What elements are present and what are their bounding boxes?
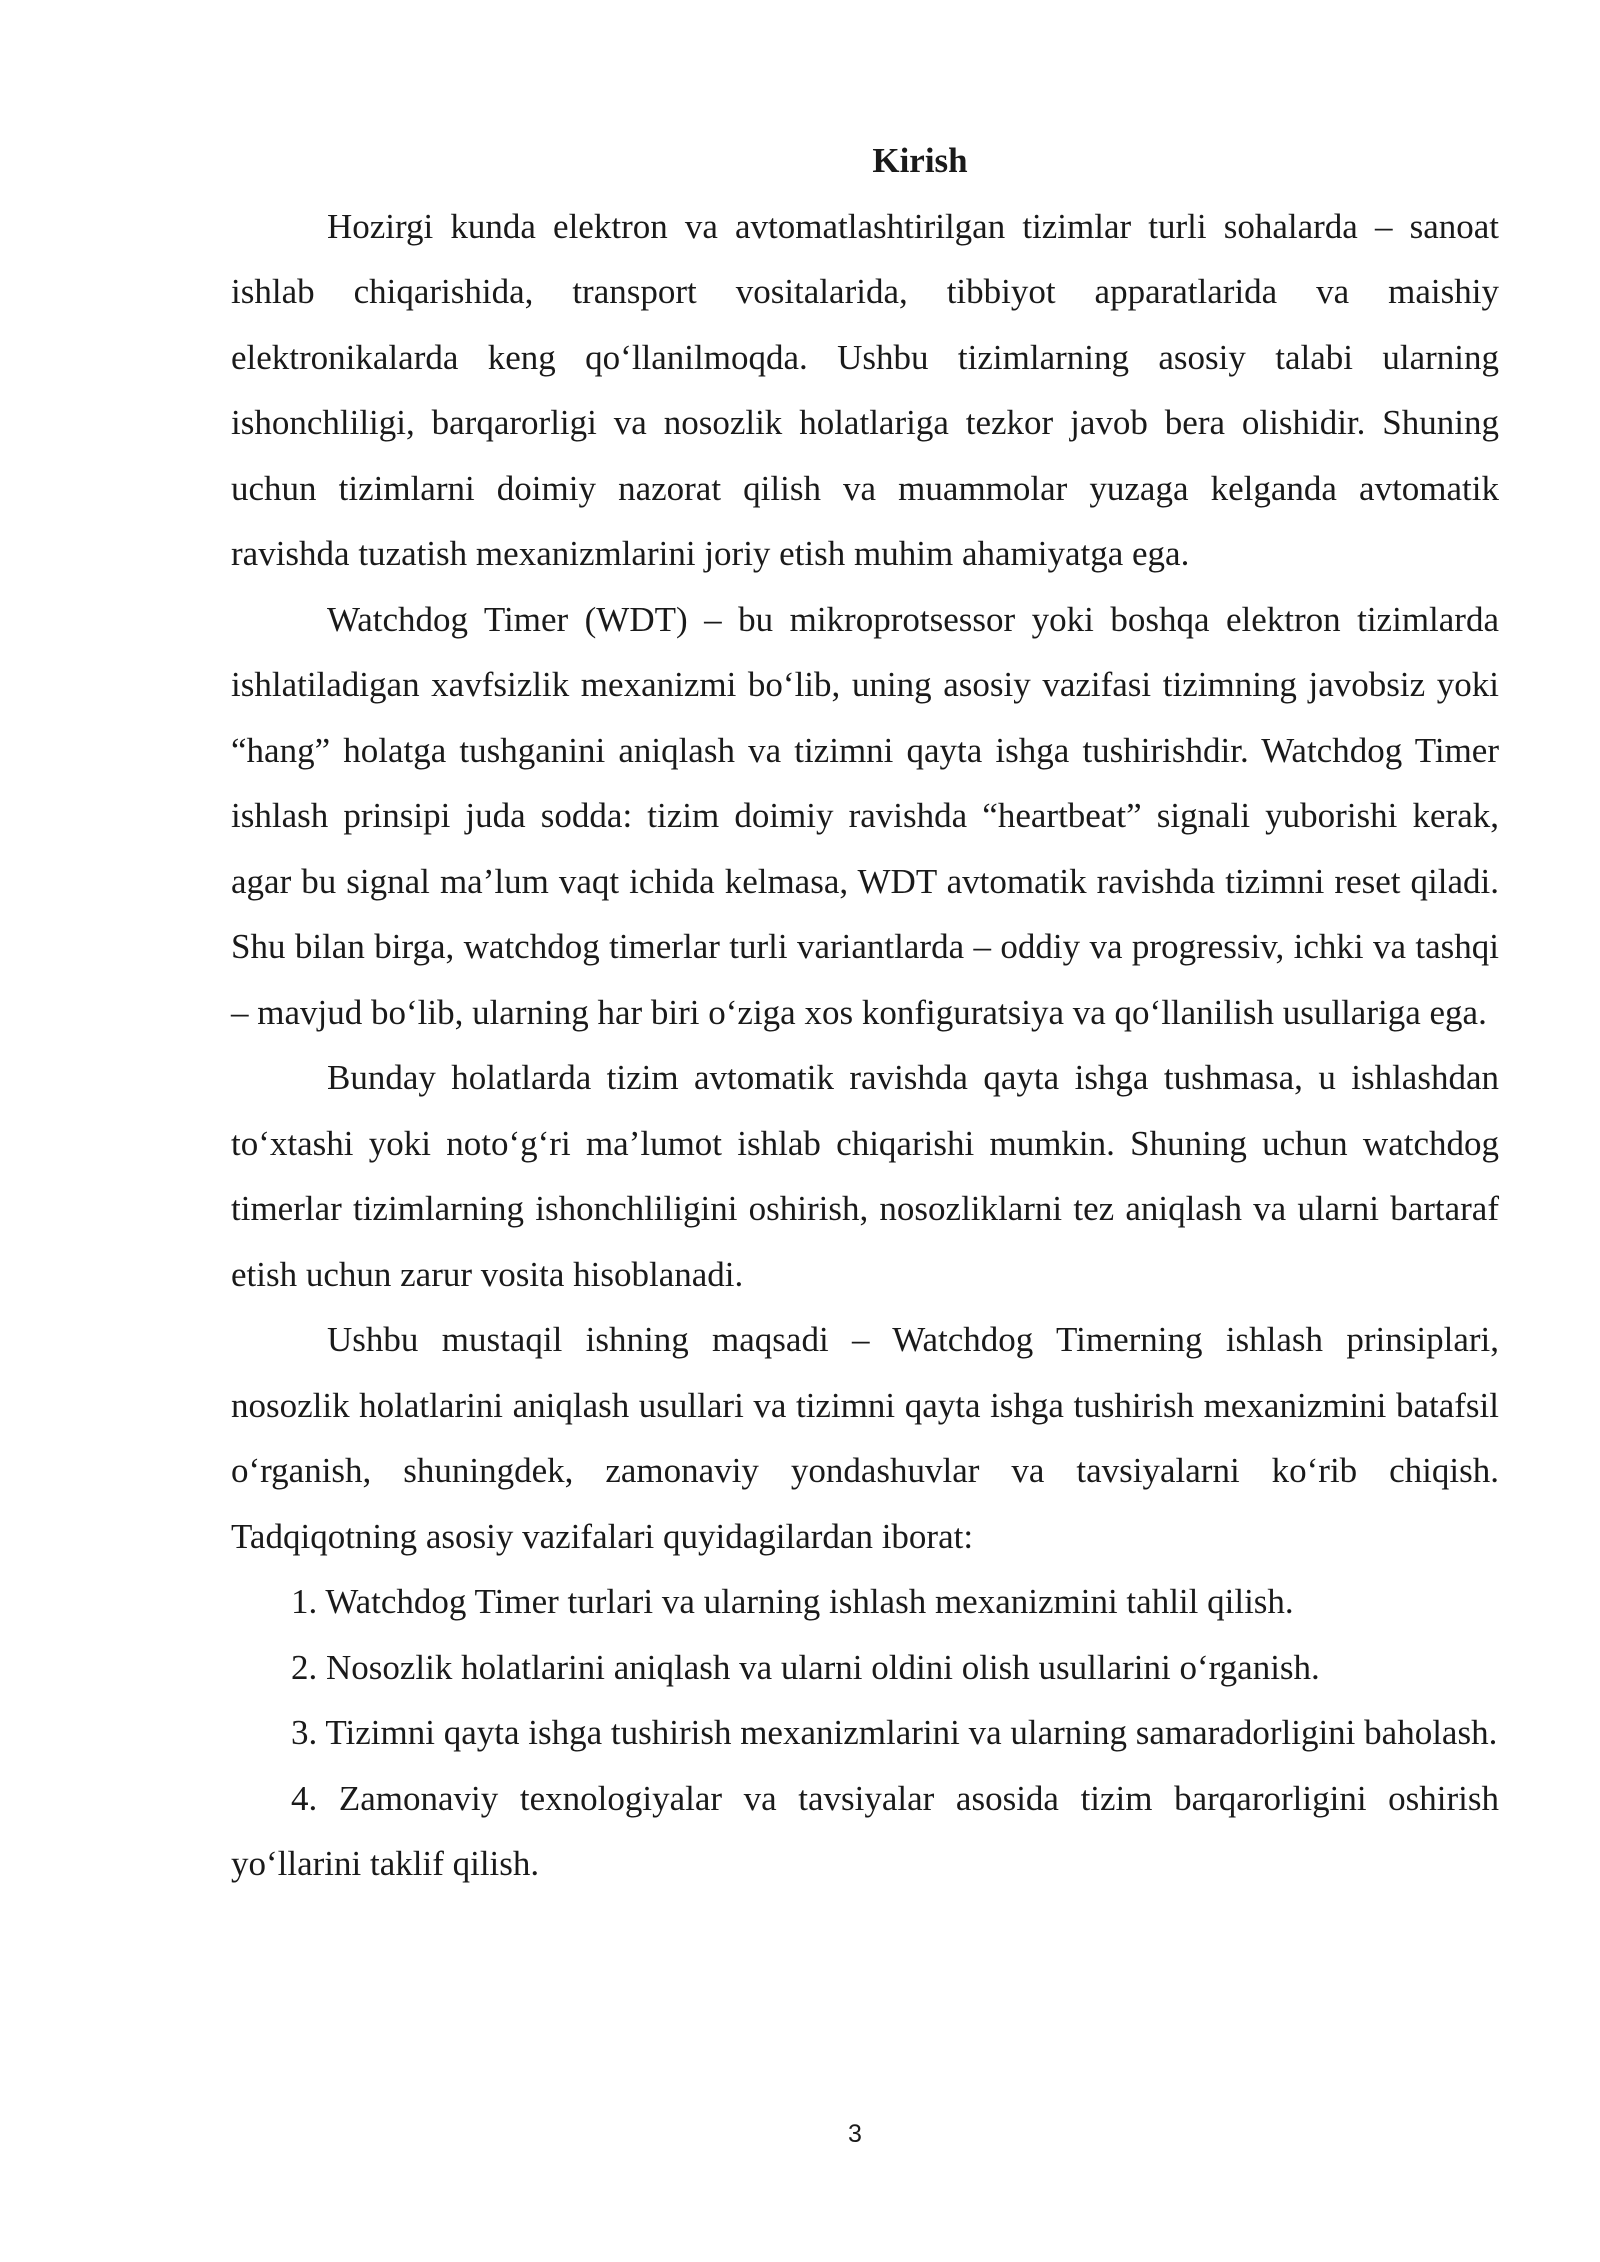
list-item: 1. Watchdog Timer turlari va ularning ishlash mexanizmini tahlil qilish. <box>291 1582 1294 1621</box>
list-item: 2. Nosozlik holatlarini aniqlash va ularni oldini olish usullarini o‘rganish. <box>291 1647 1320 1687</box>
section-title: Kirish <box>872 141 968 180</box>
list-item: 3. Tizimni qayta ishga tushirish mexanizmlarini va ularning samaradorligini baholash. <box>291 1713 1498 1752</box>
paragraph-3: Bunday holatlarda tizim avtomatik ravishda qayta ishga tushmasa, u ishlashdan to‘xtashi yoki noto‘g‘ri ma’lumot ishlab chiqarishi mumkin. Shuning uchun watchdog timerlar tizimlarning ishonchliligini oshirish, nosozliklarni tez aniqlash va ularni bartaraf etish uchun zarur vosita hisoblanadi. <box>231 1058 1499 1294</box>
page-content <box>231 128 1499 1897</box>
paragraph-1: Hozirgi kunda elektron va avtomatlashtirilgan tizimlar turli sohalarda – sanoat ishlab chiqarishida, transport vositalarida, tibbiyot apparatlarida va maishiy elektronikalarda keng qo‘llanilmoqda. Ushbu tizimlarning asosiy talabi ularning ishonchliligi, barqarorligi va nosozlik holatlariga tezkor javob bera olishidir. Shuning uchun tizimlarni doimiy nazorat qilish va muammolar yuzaga kelganda avtomatik ravishda tuzatish mexanizmlarini joriy etish muhim ahamiyatga ega. <box>231 206 1499 573</box>
task-list <box>231 1569 1499 1897</box>
list-item: 4. Zamonaviy texnologiyalar va tavsiyalar asosida tizim barqarorligini oshirish yo‘llarini taklif qilish. <box>231 1778 1499 1883</box>
paragraph-2: Watchdog Timer (WDT) – bu mikroprotsessor yoki boshqa elektron tizimlarda ishlatiladigan xavfsizlik mexanizmi bo‘lib, uning asosiy vazifasi tizimning javobsiz yoki “hang” holatga tushganini aniqlash va tizimni qayta ishga tushirishdir. Watchdog Timer ishlash prinsipi juda sodda: tizim doimiy ravishda “heartbeat” signali yuborishi kerak, agar bu signal ma’lum vaqt ichida kelmasa, WDT avtomatik ravishda tizimni reset qiladi. Shu bilan birga, watchdog timerlar turli variantlarda – oddiy va progressiv, ichki va tashqi – mavjud bo‘lib, ularning har biri o‘ziga xos konfiguratsiya va qo‘llanilish usullariga ega. <box>231 599 1499 1032</box>
page-number: 3 <box>848 2120 862 2148</box>
paragraph-4: Ushbu mustaqil ishning maqsadi – Watchdog Timerning ishlash prinsiplari, nosozlik holatlarini aniqlash usullari va tizimni qayta ishga tushirish mexanizmini batafsil o‘rganish, shuningdek, zamonaviy yondashuvlar va tavsiyalarni ko‘rib chiqish. Tadqiqotning asosiy vazifalari quyidagilardan iborat: <box>231 1320 1499 1556</box>
